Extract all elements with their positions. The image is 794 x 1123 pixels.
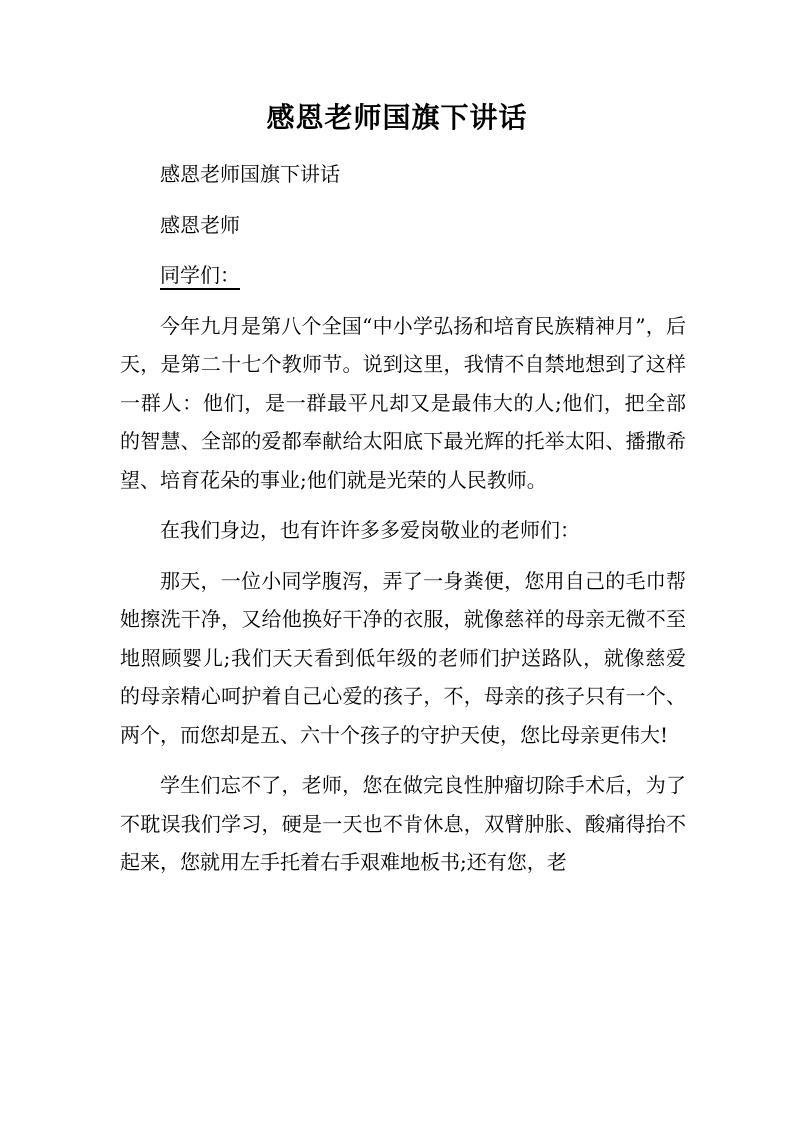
document-body [120, 155, 686, 894]
heading-line: 感恩老师 [160, 212, 240, 237]
paragraph-3: 那天，一位小同学腹泻，弄了一身粪便，您用自己的毛巾帮她擦洗干净，又给他换好干净的衣服，就像慈祥的母亲无微不至地照顾婴儿;我们天天看到低年级的老师们护送路队，就像慈爱的母亲精心呵护着自己心爱的孩子，不，母亲的孩子只有一个、两个，而您却是五、六十个孩子的守护天使，您比母亲更伟大! [120, 568, 686, 747]
subtitle-line: 感恩老师国旗下讲话 [160, 162, 340, 186]
document-title: 感恩老师国旗下讲话 [266, 101, 528, 134]
paragraph-2: 在我们身边，也有许许多多爱岗敬业的老师们： [160, 518, 580, 542]
greeting-line [120, 256, 686, 295]
paragraph-1: 今年九月是第八个全国“中小学弘扬和培育民族精神月”，后天，是第二十七个教师节。说到这里，我情不自禁地想到了这样一群人：他们，是一群最平凡却又是最伟大的人;他们，把全部的智慧、全部的爱都奉献给太阳底下最光辉的托举太阳、播撒希望、培育花朵的事业;他们就是光荣的人民教师。 [120, 313, 686, 492]
paragraph-4: 学生们忘不了，老师，您在做完良性肿瘤切除手术后，为了不耽误我们学习，硬是一天也不肯休息，双臂肿胀、酸痛得抬不起来，您就用左手托着右手艰难地板书;还有您，老 [120, 773, 686, 874]
greeting-text: 同学们： [160, 263, 240, 287]
